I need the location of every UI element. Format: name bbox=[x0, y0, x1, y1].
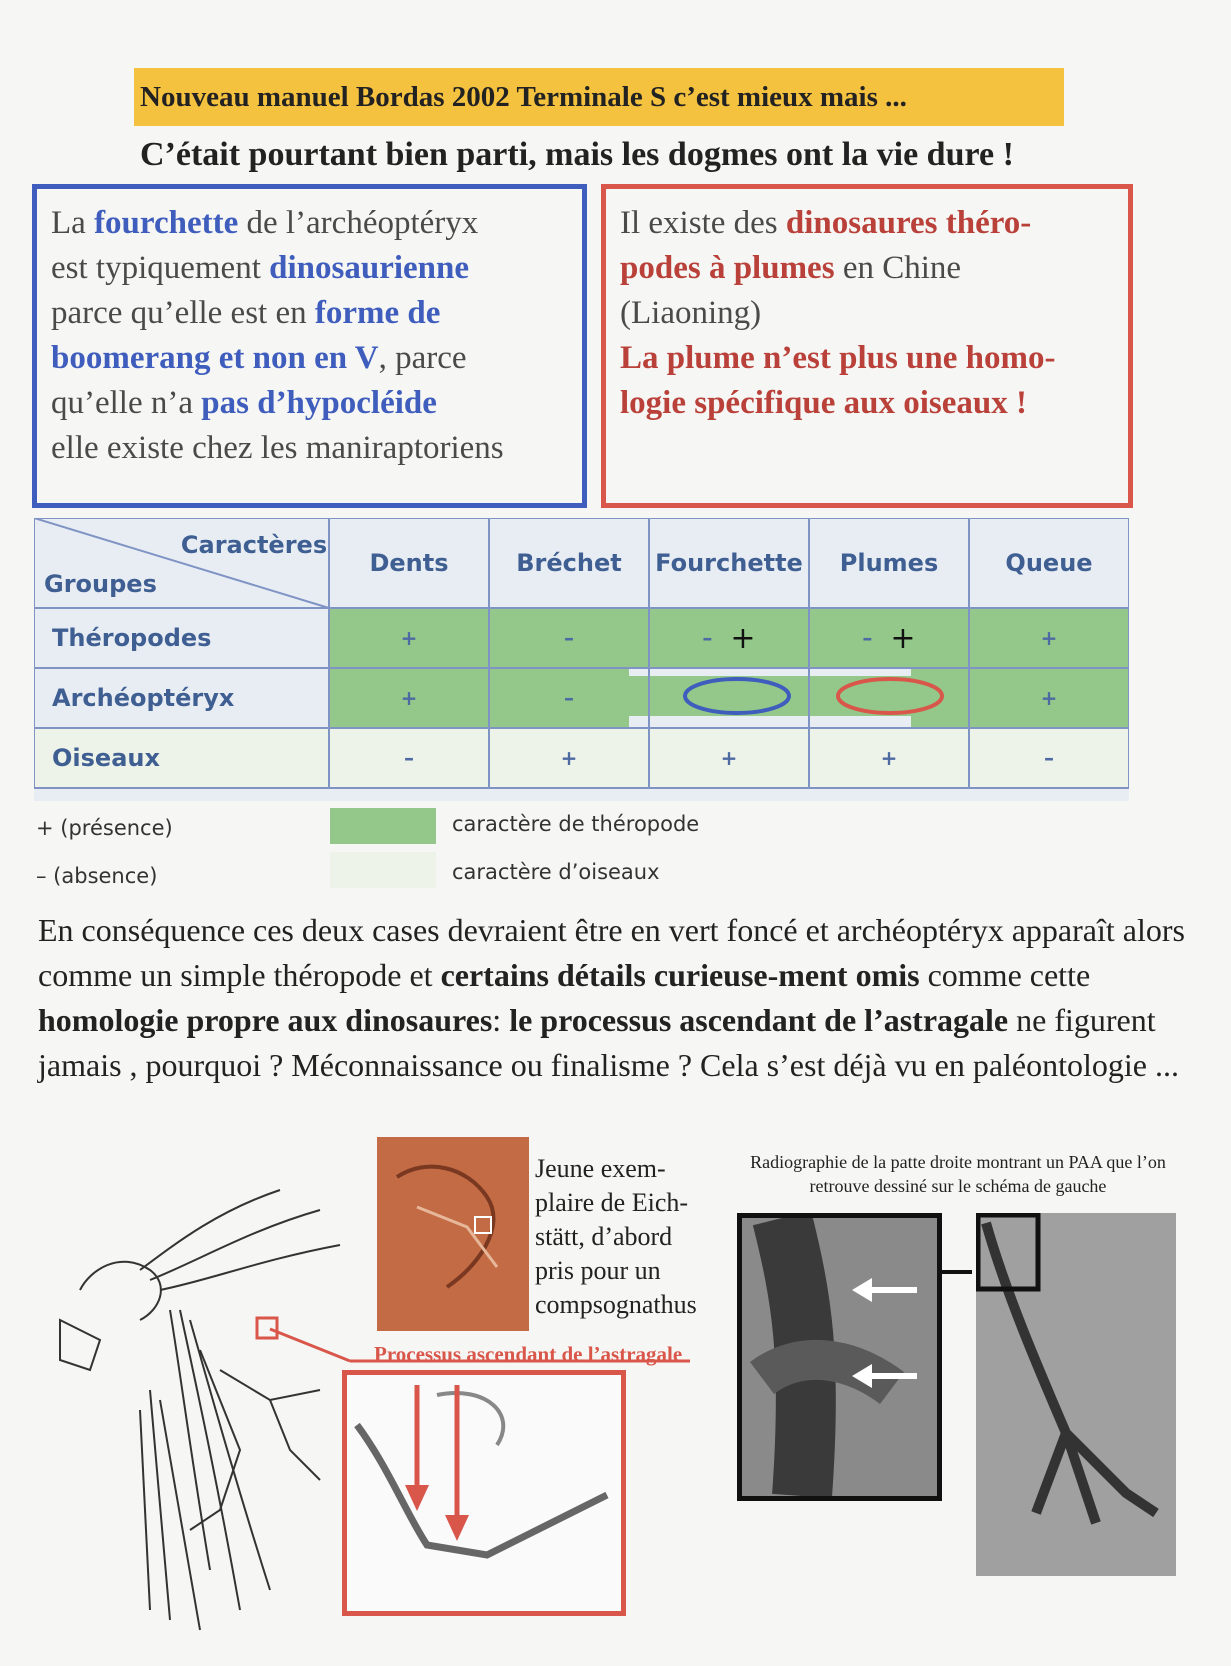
fossil-photo-art bbox=[377, 1137, 529, 1331]
cell-added-sign: + bbox=[730, 620, 756, 656]
table-cell: + bbox=[400, 686, 418, 710]
emphasis-span: boomerang et non en V bbox=[51, 340, 379, 376]
table-cell: + bbox=[1040, 626, 1058, 650]
xray-zoom-image bbox=[737, 1213, 942, 1501]
table-cell: – bbox=[564, 626, 574, 650]
xray-foot-image bbox=[976, 1213, 1176, 1576]
row-header-oiseaux: Oiseaux bbox=[52, 744, 160, 772]
cell-original-sign: – bbox=[862, 626, 873, 650]
subtitle: C’était pourtant bien parti, mais les dogmes ont la vie dure ! bbox=[140, 136, 1014, 173]
red-line-1 bbox=[620, 201, 1114, 246]
table-cell: + bbox=[720, 746, 738, 770]
emphasis-span: pas d’hypocléide bbox=[201, 385, 437, 421]
cell-added-sign: + bbox=[890, 620, 916, 656]
title-banner: Nouveau manuel Bordas 2002 Terminale S c’est mieux mais ... bbox=[134, 68, 1064, 126]
text-span: en Chine bbox=[834, 250, 962, 286]
emphasis-span: le processus ascendant de l’astragale bbox=[509, 1002, 1009, 1038]
text-span: , parce bbox=[378, 340, 467, 376]
conclusion-paragraph bbox=[38, 908, 1188, 1088]
emphasis-span: homologie propre aux dinosaures bbox=[38, 1002, 493, 1038]
table-cell bbox=[649, 608, 809, 668]
blue-line-6: elle existe chez les maniraptoriens bbox=[51, 430, 504, 466]
blue-line-1 bbox=[51, 201, 568, 246]
blue-line-5 bbox=[51, 381, 568, 426]
legend-presence: + (présence) bbox=[36, 816, 173, 840]
column-header-queue: Queue bbox=[1005, 549, 1093, 577]
red-line-4: La plume n’est plus une homo- bbox=[620, 340, 1056, 376]
row-header-theropodes: Théropodes bbox=[52, 624, 212, 652]
column-header-fourchette: Fourchette bbox=[655, 549, 803, 577]
table-cell: + bbox=[400, 626, 418, 650]
red-text-box bbox=[601, 184, 1133, 508]
emphasis-span: forme de bbox=[314, 295, 441, 331]
red-line-5: logie spécifique aux oiseaux ! bbox=[620, 385, 1028, 421]
text-span: est typiquement bbox=[51, 250, 270, 286]
caption-radiographie: Radiographie de la patte droite montrant un PAA que l’on retrouve dessiné sur le schéma de gauche bbox=[750, 1152, 1166, 1196]
caption-jeune-exemplaire: Jeune exem-plaire de Eich-stätt, d’abord pris pour un compsognathus bbox=[535, 1154, 697, 1319]
red-line-3: (Liaoning) bbox=[620, 295, 762, 331]
zoom-detail-art bbox=[347, 1375, 621, 1611]
xray-foot-art bbox=[976, 1213, 1176, 1576]
legend-swatch-bird bbox=[330, 852, 436, 888]
blue-text-box bbox=[32, 184, 587, 508]
text-span: En conséquence ces deux cases devraient être en vert foncé et archéoptéryx apparaît alors comme un simple théropode et bbox=[38, 912, 1185, 993]
legend-theropod: caractère de théropode bbox=[452, 812, 700, 836]
legend-absence: – (absence) bbox=[36, 864, 158, 888]
archaeopteryx-skeleton-drawing bbox=[20, 1150, 360, 1650]
row-header-archeopteryx: Archéoptéryx bbox=[52, 684, 235, 712]
column-header-dents: Dents bbox=[369, 549, 449, 577]
red-line-2 bbox=[620, 246, 1114, 291]
xray-zoom-art bbox=[742, 1218, 937, 1496]
table-cell: – bbox=[564, 686, 574, 710]
legend-bird: caractère d’oiseaux bbox=[452, 860, 660, 884]
text-span: : bbox=[492, 1002, 510, 1038]
text-span: La bbox=[51, 205, 95, 241]
xray-connector bbox=[942, 1262, 972, 1282]
emphasis-span: fourchette bbox=[94, 205, 239, 241]
emphasis-span: certains détails curieuse-ment omis bbox=[440, 957, 920, 993]
corner-header-groups: Groupes bbox=[44, 570, 157, 598]
emphasis-span: dinosaurienne bbox=[269, 250, 470, 286]
table-cell bbox=[809, 608, 969, 668]
table-cell: + bbox=[1040, 686, 1058, 710]
blue-line-4 bbox=[51, 336, 568, 381]
table-cell: + bbox=[560, 746, 578, 770]
fossil-photo bbox=[377, 1137, 529, 1331]
blue-line-3 bbox=[51, 291, 568, 336]
column-header-plumes: Plumes bbox=[839, 549, 939, 577]
table-cell: – bbox=[404, 746, 414, 770]
emphasis-span: dinosaures théro- bbox=[785, 205, 1032, 241]
table-cell: + bbox=[880, 746, 898, 770]
legend-swatch-theropod bbox=[330, 808, 436, 844]
column-header-brechet: Bréchet bbox=[516, 549, 622, 577]
corner-header-characters: Caractères bbox=[180, 531, 328, 559]
text-span: parce qu’elle est en bbox=[51, 295, 315, 331]
text-span: Il existe des bbox=[620, 205, 786, 241]
table-cell: – bbox=[1044, 746, 1054, 770]
text-span: qu’elle n’a bbox=[51, 385, 202, 421]
label-processus-ascendant: Processus ascendant de l’astragale bbox=[374, 1342, 683, 1366]
text-span: de l’archéoptéryx bbox=[238, 205, 479, 241]
text-span: ne figurent jamais , pourquoi ? Méconnaissance ou finalisme ? Cela s’est déjà vu en paléontologie ... bbox=[38, 1002, 1179, 1083]
text-span: comme cette bbox=[919, 957, 1091, 993]
emphasis-span: podes à plumes bbox=[620, 250, 835, 286]
blue-line-2 bbox=[51, 246, 568, 291]
characters-table bbox=[34, 518, 1129, 801]
zoom-detail-box bbox=[342, 1370, 626, 1616]
cell-original-sign: – bbox=[702, 626, 713, 650]
